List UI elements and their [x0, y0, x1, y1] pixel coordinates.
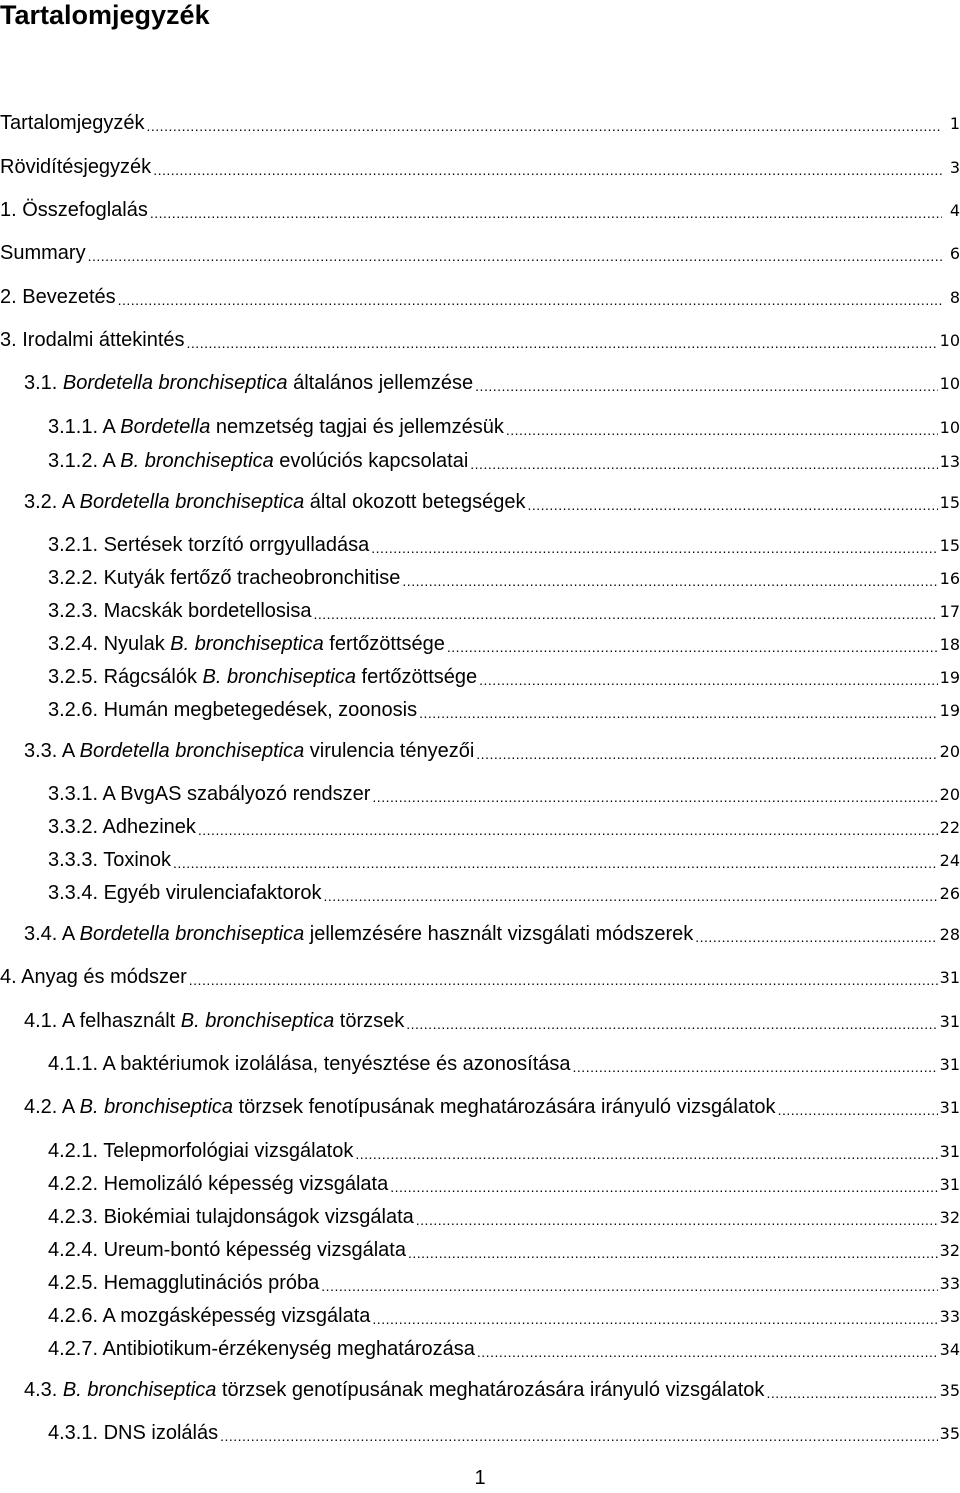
toc-entry[interactable]: [0, 1373, 960, 1403]
toc-entry-title: [48, 532, 369, 558]
toc-dot-leader: [355, 1144, 937, 1164]
toc-page-number: 32: [939, 1241, 960, 1260]
toc-title-italic-part: B. bronchiseptica: [202, 666, 356, 688]
page-number-footer: 1: [474, 1467, 486, 1489]
toc-title-part: 3.4. A: [24, 923, 80, 945]
toc-page-number: 19: [939, 668, 960, 687]
toc-title-part: jellemzésére használt vizsgálati módszerek: [304, 923, 694, 945]
toc-title-part: törzsek: [334, 1010, 405, 1032]
toc-entry-title: [0, 964, 187, 990]
toc-entry[interactable]: [0, 193, 960, 223]
toc-title-part: evolúciós kapcsolatai: [273, 450, 469, 472]
toc-entry[interactable]: [0, 734, 960, 764]
toc-entry-title: [48, 1420, 218, 1446]
toc-entry-title: [24, 1094, 776, 1120]
toc-entry-title: [48, 814, 196, 840]
toc-entry[interactable]: [0, 1416, 960, 1446]
toc-page-number: 33: [939, 1307, 960, 1326]
toc-page-number: 20: [939, 742, 960, 761]
toc-entry-title: [0, 154, 151, 180]
toc-title-part: 4.2.4. Ureum-bontó képesség vizsgálata: [48, 1239, 406, 1261]
toc-entry[interactable]: [0, 1299, 960, 1329]
toc-entry[interactable]: [0, 627, 960, 657]
toc-entry-title: [48, 598, 311, 624]
toc-dot-leader: [198, 820, 938, 840]
toc-page-number: 34: [939, 1340, 960, 1359]
toc-dot-leader: [372, 787, 937, 807]
toc-page-number: 15: [939, 493, 960, 512]
toc-title-part: 3.3. A: [24, 740, 80, 762]
toc-dot-leader: [402, 571, 937, 591]
toc-page-number: 24: [939, 851, 960, 870]
toc-title-part: 3.2.3. Macskák bordetellosisa: [48, 600, 312, 622]
toc-entry[interactable]: [0, 876, 960, 906]
toc-title-part: 3.3.2. Adhezinek: [48, 816, 196, 838]
page-heading: Tartalomjegyzék: [0, 0, 210, 30]
toc-entry[interactable]: [0, 528, 960, 558]
toc-dot-leader: [324, 886, 938, 906]
toc-entry-title: [48, 1237, 406, 1263]
toc-page-number: 35: [939, 1381, 960, 1400]
toc-page-number: 10: [939, 331, 960, 350]
toc-page-number: 15: [939, 536, 960, 555]
toc-entry[interactable]: [0, 810, 960, 840]
toc-dot-leader: [173, 853, 938, 873]
toc-dot-leader: [573, 1057, 938, 1077]
toc-title-italic-part: B. bronchiseptica: [170, 633, 324, 655]
toc-entry-title: [48, 565, 400, 591]
toc-page-number: 8: [949, 288, 960, 307]
toc-title-italic-part: Bordetella bronchiseptica: [62, 372, 288, 394]
toc-entry-title: [0, 197, 148, 223]
toc-entry-title: [48, 448, 468, 474]
toc-title-part: 4. Anyag és módszer: [0, 966, 187, 988]
toc-entry-title: [48, 781, 370, 807]
toc-dot-leader: [187, 333, 938, 353]
toc-dot-leader: [527, 495, 937, 515]
toc-title-part: 4.2.3. Biokémiai tulajdonságok vizsgálata: [48, 1206, 414, 1228]
toc-title-italic-part: Bordetella bronchiseptica: [79, 923, 305, 945]
toc-dot-leader: [416, 1210, 938, 1230]
toc-entry[interactable]: [0, 1047, 960, 1077]
toc-dot-leader: [778, 1100, 938, 1120]
toc-dot-leader: [476, 744, 937, 764]
toc-entry[interactable]: [0, 693, 960, 723]
toc-entry-title: [48, 1051, 571, 1077]
toc-page-number: 26: [939, 884, 960, 903]
toc-title-part: által okozott betegségek: [304, 491, 526, 513]
toc-dot-leader: [189, 970, 938, 990]
toc-entry[interactable]: [0, 150, 960, 180]
toc-title-italic-part: B. bronchiseptica: [180, 1010, 335, 1032]
toc-entry[interactable]: [0, 485, 960, 515]
toc-entry-title: [24, 1377, 764, 1403]
toc-entry-title: [0, 327, 185, 353]
toc-dot-leader: [447, 637, 938, 657]
toc-entry[interactable]: [0, 1167, 960, 1197]
toc-title-part: fertőzöttsége: [355, 666, 478, 688]
toc-dot-leader: [150, 203, 942, 223]
toc-title-part: Tartalomjegyzék: [0, 112, 145, 134]
toc-entry-title: [48, 880, 322, 906]
toc-title-part: 4.3.: [24, 1379, 63, 1401]
toc-title-part: törzsek genotípusának meghatározására irányuló vizsgálatok: [216, 1379, 765, 1401]
toc-page-number: 32: [939, 1208, 960, 1227]
toc-dot-leader: [321, 1276, 937, 1296]
toc-entry-title: [48, 1336, 475, 1362]
toc-title-part: 3.3.3. Toxinok: [48, 849, 172, 871]
toc-entry[interactable]: [0, 323, 960, 353]
toc-title-part: 4.2.5. Hemagglutinációs próba: [48, 1272, 320, 1294]
toc-title-part: 3.3.1. A BvgAS szabályozó rendszer: [48, 783, 371, 805]
toc-page-number: 31: [939, 968, 960, 987]
toc-page-number: 17: [939, 602, 960, 621]
toc-title-part: 1. Összefoglalás: [0, 199, 148, 221]
toc-title-italic-part: B. bronchiseptica: [79, 1096, 234, 1118]
toc-title-part: 3.3.4. Egyéb virulenciafaktorok: [48, 882, 322, 904]
toc-dot-leader: [220, 1426, 938, 1446]
toc-entry[interactable]: [0, 410, 960, 440]
toc-page-number: 31: [939, 1175, 960, 1194]
toc-title-part: 4.2.6. A mozgásképesség vizsgálata: [48, 1305, 371, 1327]
toc-title-part: 3.2.5. Rágcsálók: [48, 666, 203, 688]
toc-entry-title: [24, 1008, 404, 1034]
toc-title-italic-part: Bordetella bronchiseptica: [79, 740, 305, 762]
toc-title-part: 4.3.1. DNS izolálás: [48, 1422, 219, 1444]
toc-page-number: 31: [939, 1012, 960, 1031]
toc-entry-title: [24, 738, 474, 764]
toc-entry[interactable]: [0, 1134, 960, 1164]
toc-page-number: 18: [939, 635, 960, 654]
toc-entry[interactable]: [0, 366, 960, 396]
toc-entry-title: [48, 697, 417, 723]
toc-title-part: törzsek fenotípusának meghatározására irányuló vizsgálatok: [233, 1096, 776, 1118]
toc-dot-leader: [88, 246, 942, 266]
toc-dot-leader: [153, 160, 942, 180]
toc-title-part: 3.2.1. Sertések torzító orrgyulladása: [48, 534, 370, 556]
toc-page-number: 16: [939, 569, 960, 588]
toc-title-part: Summary: [0, 242, 86, 264]
toc-entry[interactable]: [0, 280, 960, 310]
toc-entry[interactable]: [0, 1233, 960, 1263]
toc-dot-leader: [147, 116, 942, 136]
toc-dot-leader: [470, 454, 937, 474]
toc-entry[interactable]: [0, 106, 960, 136]
toc-entry[interactable]: [0, 843, 960, 873]
toc-page-number: 20: [939, 785, 960, 804]
toc-page-number: 33: [939, 1274, 960, 1293]
toc-page-number: 10: [939, 418, 960, 437]
toc-entry[interactable]: [0, 660, 960, 690]
toc-dot-leader: [371, 538, 937, 558]
toc-title-part: 3.1.: [24, 372, 63, 394]
toc-entry-title: [48, 1138, 353, 1164]
toc-entry[interactable]: [0, 561, 960, 591]
toc-title-part: 3.2.4. Nyulak: [48, 633, 171, 655]
toc-title-part: 4.1.1. A baktériumok izolálása, tenyésztése és azonosítása: [48, 1053, 571, 1075]
toc-page-number: 10: [939, 374, 960, 393]
toc-page-number: 19: [939, 701, 960, 720]
toc-entry-title: [48, 1204, 414, 1230]
toc-entry[interactable]: [0, 917, 960, 947]
toc-title-italic-part: B. bronchiseptica: [62, 1379, 217, 1401]
toc-entry-title: [48, 664, 477, 690]
toc-title-part: 3.1.1. A: [48, 416, 121, 438]
toc-page-number: 31: [939, 1055, 960, 1074]
toc-entry-title: [48, 847, 171, 873]
toc-page-number: 31: [939, 1098, 960, 1117]
toc-entry-title: [24, 921, 693, 947]
toc-title-italic-part: Bordetella bronchiseptica: [79, 491, 305, 513]
toc-entry-title: [48, 1171, 388, 1197]
toc-page-number: 6: [949, 244, 960, 263]
toc-entry[interactable]: [0, 236, 960, 266]
toc-dot-leader: [766, 1383, 937, 1403]
toc-entry[interactable]: [0, 1090, 960, 1120]
toc-dot-leader: [419, 703, 938, 723]
toc-title-part: 4.1. A felhasznált: [24, 1010, 181, 1032]
toc-title-italic-part: B. bronchiseptica: [120, 450, 274, 472]
toc-dot-leader: [406, 1014, 937, 1034]
toc-entry-title: [0, 240, 86, 266]
toc-dot-leader: [506, 420, 938, 440]
toc-entry-title: [0, 284, 116, 310]
toc-page-number: 22: [939, 818, 960, 837]
toc-dot-leader: [695, 927, 937, 947]
toc-page-number: 28: [939, 925, 960, 944]
toc-title-part: 4.2.7. Antibiotikum-érzékenység meghatározása: [48, 1338, 475, 1360]
toc-page-number: 35: [939, 1424, 960, 1443]
toc-entry[interactable]: [0, 777, 960, 807]
toc-title-part: 2. Bevezetés: [0, 286, 116, 308]
toc-title-part: 3.1.2. A: [48, 450, 121, 472]
toc-title-part: 3.2. A: [24, 491, 80, 513]
toc-dot-leader: [479, 670, 938, 690]
toc-dot-leader: [390, 1177, 937, 1197]
toc-entry-title: [48, 414, 504, 440]
toc-entry-title: [0, 110, 145, 136]
toc-page-number: 13: [939, 452, 960, 471]
toc-title-part: általános jellemzése: [287, 372, 474, 394]
toc-title-part: 3. Irodalmi áttekintés: [0, 329, 185, 351]
toc-page-number: 3: [949, 158, 960, 177]
toc-title-part: nemzetség tagjai és jellemzésük: [210, 416, 504, 438]
toc-dot-leader: [477, 1342, 938, 1362]
toc-dot-leader: [372, 1309, 937, 1329]
toc-entry-title: [24, 489, 525, 515]
toc-title-part: 3.2.6. Humán megbetegedések, zoonosis: [48, 699, 418, 721]
toc-dot-leader: [408, 1243, 938, 1263]
toc-entry[interactable]: [0, 444, 960, 474]
toc-entry-title: [48, 1270, 319, 1296]
toc-entry[interactable]: [0, 1200, 960, 1230]
toc-title-part: fertőzöttsége: [323, 633, 445, 655]
toc-entry-title: [48, 1303, 370, 1329]
toc-page-number: 4: [949, 201, 960, 220]
toc-title-part: 4.2. A: [24, 1096, 80, 1118]
toc-entry[interactable]: [0, 594, 960, 624]
toc-entry[interactable]: [0, 1266, 960, 1296]
toc-title-part: virulencia tényezői: [304, 740, 475, 762]
toc-entry[interactable]: [0, 1332, 960, 1362]
toc-title-part: 4.2.1. Telepmorfológiai vizsgálatok: [48, 1140, 354, 1162]
toc-page-number: 31: [939, 1142, 960, 1161]
toc-dot-leader: [118, 290, 942, 310]
toc-page-number: 1: [949, 114, 960, 133]
toc-entry[interactable]: [0, 1004, 960, 1034]
toc-title-part: 3.2.2. Kutyák fertőző tracheobronchitise: [48, 567, 401, 589]
toc-entry[interactable]: [0, 960, 960, 990]
toc-title-italic-part: Bordetella: [120, 416, 211, 438]
toc-entry-title: [24, 370, 473, 396]
toc-dot-leader: [313, 604, 937, 624]
toc-entry-title: [48, 631, 445, 657]
toc-dot-leader: [475, 376, 937, 396]
toc-title-part: 4.2.2. Hemolizáló képesség vizsgálata: [48, 1173, 389, 1195]
toc-title-part: Rövidítésjegyzék: [0, 156, 152, 178]
